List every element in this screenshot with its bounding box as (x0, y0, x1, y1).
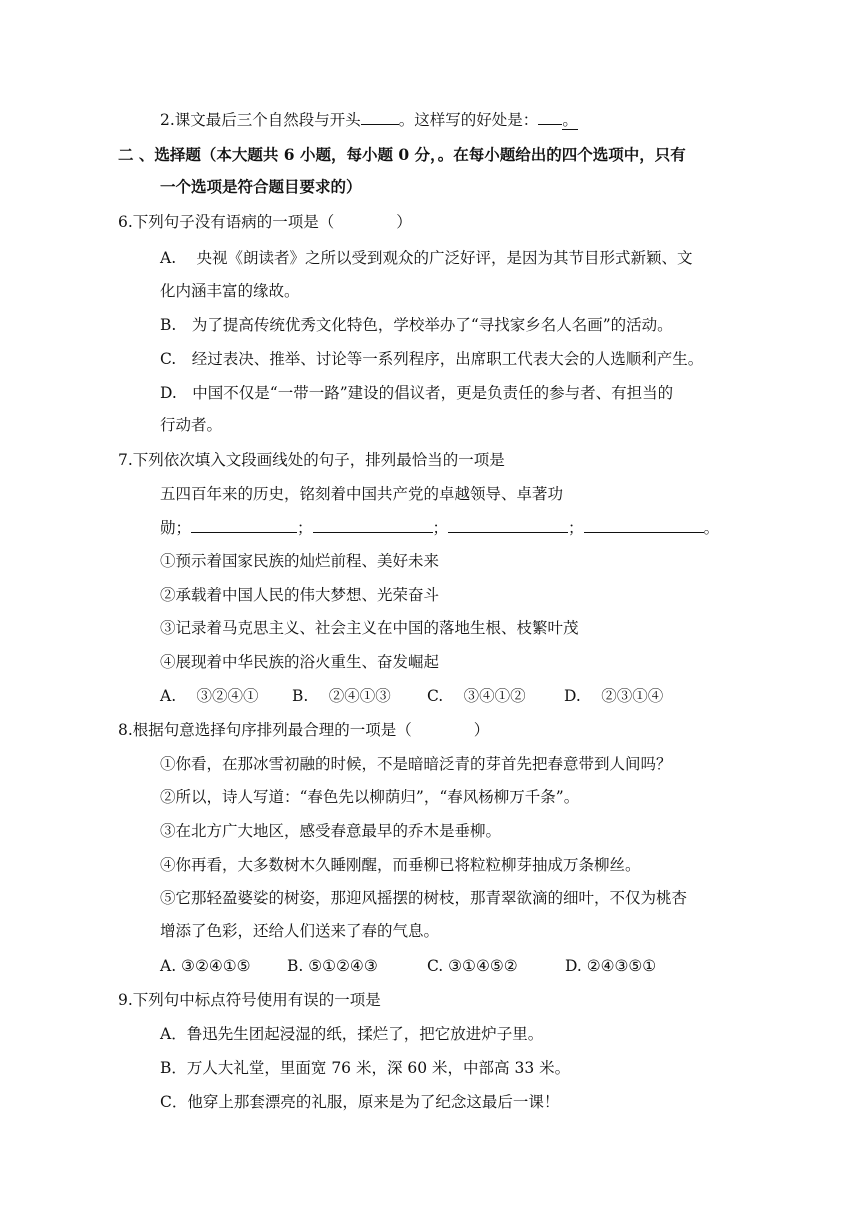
q2-text-b: 。这样写的好处是： (398, 111, 539, 129)
q7-item-1: ①预示着国家民族的灿烂前程、美好未来 (160, 552, 440, 570)
q8-item-1: ①你看，在那冰雪初融的时候，不是暗暗泛青的芽首先把春意带到人间吗？ (160, 755, 672, 773)
section2-heading-line2: 一个选项是符合题目要求的） (160, 177, 362, 196)
q7-end: 。 (703, 519, 720, 537)
q2-blank-2[interactable] (538, 108, 562, 125)
q2-text-a: 2.课文最后三个自然段与开头 (160, 111, 361, 129)
q7-blank-2[interactable] (313, 516, 433, 533)
q6-option-d-line1: D. 中国不仅是“一带一路”建设的倡议者，更是负责任的参与者、有担当的 (160, 384, 674, 402)
q2-blank-1[interactable] (361, 108, 399, 125)
q7-item-4: ④展现着中华民族的浴火重生、奋发崛起 (160, 653, 440, 671)
q8-option-b[interactable]: B. ⑤①②④③ (287, 957, 378, 975)
section2-heading-line1: 二 、选择题（本大题共 6 小题，每小题 0 分，。在每小题给出的四个选项中，只有 (118, 145, 686, 164)
q8-item-4: ④你再看，大多数树木久睡刚醒，而垂柳已将粒粒柳芽抽成万条柳丝。 (160, 856, 641, 874)
q6-option-a-line2: 化内涵丰富的缘故。 (160, 282, 300, 300)
q9-stem: 9.下列句中标点符号使用有误的一项是 (118, 991, 381, 1009)
q7-option-c[interactable]: C. ③④①② (427, 687, 526, 705)
q7-item-2: ②承载着中国人民的伟大梦想、光荣奋斗 (160, 586, 440, 604)
q7-passage-line2 (160, 516, 719, 539)
q6-option-a-line1: A. 央视《朗读者》之所以受到观众的广泛好评，是因为其节目形式新颖、文 (160, 249, 693, 267)
q8-option-c[interactable]: C. ③①④⑤② (427, 957, 518, 975)
q6-option-c: C. 经过表决、推举、讨论等一系列程序，出席职工代表大会的人选顺利产生。 (160, 350, 704, 368)
q9-option-a: A．鲁迅先生团起浸湿的纸，揉烂了，把它放进炉子里。 (160, 1025, 544, 1043)
q7-passage-start: 勋； (160, 519, 192, 537)
q8-item-2: ②所以，诗人写道：“春色先以柳荫归”，“春风杨柳万千条”。 (160, 788, 580, 806)
q7-blank-1[interactable] (191, 516, 297, 533)
q2-line (160, 108, 578, 131)
q6-option-d-line2: 行动者。 (160, 416, 223, 434)
q7-sep-2: ； (432, 519, 449, 537)
q7-option-d[interactable]: D. ②③①④ (564, 687, 664, 705)
q9-option-c: C．他穿上那套漂亮的礼服，原来是为了纪念这最后一课！ (160, 1093, 560, 1111)
q8-item-3: ③在北方广大地区，感受春意最早的乔木是垂柳。 (160, 822, 502, 840)
q7-passage-line1: 五四百年来的历史，铭刻着中国共产党的卓越领导、卓著功 (160, 485, 564, 503)
q8-item-5-line2: 增添了色彩，还给人们送来了春的气息。 (160, 922, 440, 940)
q7-options (160, 685, 663, 707)
q8-options (160, 955, 656, 977)
q7-item-3: ③记录着马克思主义、社会主义在中国的落地生根、枝繁叶茂 (160, 619, 579, 637)
q7-blank-3[interactable] (448, 516, 568, 533)
q6-stem: 6.下列句子没有语病的一项是（ ） (118, 213, 412, 231)
q6-option-b: B. 为了提高传统优秀文化特色，学校举办了“寻找家乡名人名画”的活动。 (160, 316, 673, 334)
q7-sep-3: ； (568, 519, 584, 537)
q8-item-5-line1: ⑤它那轻盈婆娑的树姿，那迎风摇摆的树枝，那青翠欲滴的细叶，不仅为桃杏 (160, 889, 688, 907)
q9-option-b: B．万人大礼堂，里面宽 76 米，深 60 米，中部高 33 米。 (160, 1059, 571, 1077)
q7-option-b[interactable]: B. ②④①③ (292, 687, 391, 705)
q8-stem: 8.根据句意选择句序排列最合理的一项是（ ） (118, 721, 490, 739)
q7-option-a[interactable]: A. ③②④① (160, 687, 259, 705)
q8-option-a[interactable]: A. ③②④①⑤ (160, 957, 251, 975)
q7-sep-1: ； (297, 519, 313, 537)
q2-text-c: 。 (562, 111, 578, 129)
q7-stem: 7.下列依次填入文段画线处的句子，排列最恰当的一项是 (118, 451, 505, 469)
q8-option-d[interactable]: D. ②④③⑤① (565, 957, 657, 975)
q7-blank-4[interactable] (584, 516, 704, 533)
